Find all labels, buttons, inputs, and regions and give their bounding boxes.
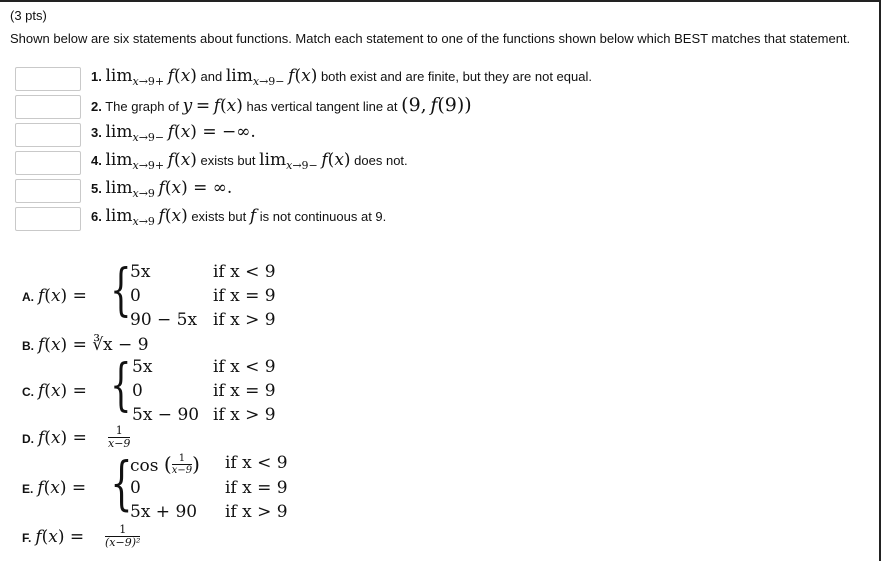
- piece-cond: if x > 9: [213, 405, 276, 425]
- points-label: (3 pts): [10, 8, 47, 23]
- piece-expr: 5x − 90: [132, 405, 200, 425]
- s1-tail: both exist and are finite, but they are not equal.: [320, 69, 592, 84]
- statement-4: 4. $\lim_{x\to 9+} f(x)$ exists but $\lim_{x\to 9-} f(x)$ does not.: [91, 150, 408, 172]
- function-e: E. f(x) =: [22, 478, 87, 498]
- statement-1: 1. $\lim_{x\to 9+} f(x)$ and $\lim_{x\to 9-} f(x)$ both exist and are finite, but they are not equal.: [91, 66, 592, 88]
- piece-cond: if x < 9: [213, 357, 276, 377]
- fraction-numerator: 1: [108, 425, 130, 438]
- function-f-fraction: [105, 524, 140, 549]
- piece-expr: 0: [132, 381, 143, 401]
- statement-number: 1.: [91, 69, 102, 84]
- s6-mid: exists but: [191, 209, 247, 224]
- piece-expr: 5x: [130, 262, 151, 282]
- piece-cond: if x = 9: [213, 381, 276, 401]
- statement-number: 6.: [91, 209, 102, 224]
- piece-cond: if x = 9: [225, 478, 288, 498]
- brace-e: {: [110, 449, 133, 517]
- statement-number: 5.: [91, 181, 102, 196]
- s4-mid: exists but: [200, 153, 256, 168]
- s6-tail: is not continuous at 9.: [259, 209, 387, 224]
- cos-label: cos: [130, 456, 159, 476]
- s4-tail: does not.: [354, 153, 408, 168]
- piece-cond: if x > 9: [225, 502, 288, 522]
- piece-expr: 0: [130, 478, 141, 498]
- function-c: C. f(x) =: [22, 381, 87, 401]
- piece-cond: if x = 9: [213, 286, 276, 306]
- function-label: E.: [22, 482, 34, 496]
- answer-input-1[interactable]: [15, 67, 81, 91]
- fraction-denominator: (x−9)²: [105, 536, 141, 549]
- piece-expr: 5x: [132, 357, 153, 377]
- piece-expr: cos ( $\frac{1}{x-9}$ ): [130, 452, 200, 476]
- piece-expr: 90 − 5x: [130, 310, 198, 330]
- statement-5: 5. $\lim_{x\to 9} f(x)$ = ∞.: [91, 178, 233, 200]
- s2-mid: has vertical tangent line at: [246, 99, 398, 114]
- answer-input-3[interactable]: [15, 123, 81, 147]
- function-f: F. f(x) =: [22, 527, 85, 547]
- instructions: Shown below are six statements about functions. Match each statement to one of the functions shown below which BEST matches that statement.: [10, 31, 851, 46]
- function-b: B. f(x) = ∛x − 9: [22, 335, 149, 355]
- brace-a: {: [110, 258, 132, 323]
- statement-number: 4.: [91, 153, 102, 168]
- function-label: A.: [22, 290, 34, 304]
- piece-expr: 5x + 90: [130, 502, 198, 522]
- function-a: A. f(x) =: [22, 286, 87, 306]
- function-b-expr: ∛x − 9: [92, 335, 149, 355]
- fraction-denominator: x−9: [108, 437, 131, 450]
- brace-c: {: [110, 353, 132, 418]
- statement-number: 3.: [91, 125, 102, 140]
- piece-cond: if x > 9: [213, 310, 276, 330]
- statement-6: 6. $\lim_{x\to 9} f(x)$ exists but f is not continuous at 9.: [91, 206, 387, 228]
- function-label: B.: [22, 339, 34, 353]
- function-label: F.: [22, 531, 32, 545]
- answer-input-5[interactable]: [15, 179, 81, 203]
- s2-pre: The graph of: [105, 99, 179, 114]
- answer-input-2[interactable]: [15, 95, 81, 119]
- function-label: D.: [22, 432, 34, 446]
- piece-cond: if x < 9: [225, 453, 288, 473]
- cos-fraction-num: 1: [172, 453, 192, 465]
- piece-cond: if x < 9: [213, 262, 276, 282]
- fraction-numerator: 1: [105, 524, 140, 537]
- statement-number: 2.: [91, 99, 102, 114]
- s1-and: and: [200, 69, 223, 84]
- function-d: D. f(x) =: [22, 428, 87, 448]
- answer-input-4[interactable]: [15, 151, 81, 175]
- function-label: C.: [22, 385, 34, 399]
- answer-input-6[interactable]: [15, 207, 81, 231]
- piece-expr: 0: [130, 286, 141, 306]
- statement-3: 3. $\lim_{x\to 9-} f(x)$ = −∞.: [91, 122, 256, 144]
- cos-fraction-den: x−9: [171, 465, 193, 476]
- statement-2: 2. The graph of y = f(x) has vertical tangent line at (9, f(9)): [91, 94, 472, 116]
